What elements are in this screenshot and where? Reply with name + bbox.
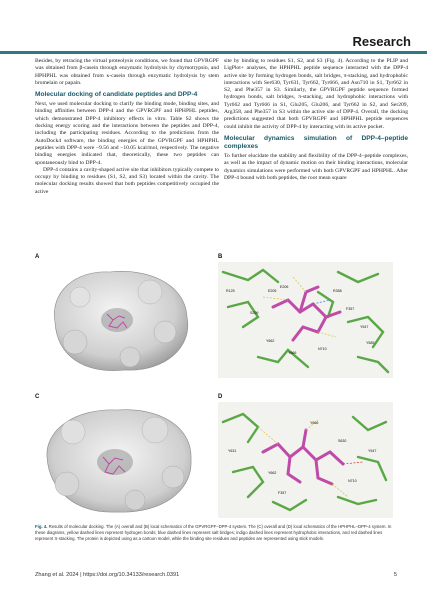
figure-caption: [35, 524, 393, 542]
panel-label-c: C: [35, 394, 40, 400]
journal-section-title: Research: [352, 34, 411, 49]
binding-site-detail-hphphl: [218, 402, 393, 518]
residue-label: F357: [346, 307, 355, 311]
header-rule: [0, 51, 427, 54]
residue-label: Y666: [288, 351, 297, 355]
panel-label-b: B: [218, 254, 223, 260]
binding-site-detail-gpvrgpf: [218, 262, 393, 378]
residue-label: Y631: [228, 449, 237, 453]
residue-label: R358: [333, 289, 342, 293]
caption-text: Results of molecular docking. The (A) overall and (B) local schematics of the GPVRGPF–DPP-4 system. The (C) overall and (D) local schematics of the HPHPHL–DPP-4 system. In these diagrams, yellow dashed lines represent hydrogen bonds; blue dashed lines represent salt bridges; indigo dashed lines represent hydrophobic interactions, and red dashed lines represent π-stacking. The protein is depicted using as a cartoon model, while the binding site residues and peptides are represented using stick models.: [35, 524, 392, 541]
panel-label-d: D: [218, 394, 223, 400]
figure-4: [35, 254, 393, 522]
residue-label: F357: [278, 491, 287, 495]
residue-label: E206: [280, 285, 289, 289]
caption-title: Fig. 4.: [35, 524, 48, 529]
section-heading: Molecular dynamics simulation of DPP-4–peptide complexes: [224, 134, 408, 150]
panel-label-a: A: [35, 254, 40, 260]
paragraph: Next, we used molecular docking to clarify the binding mode, binding sites, and binding affinities between DPP-4 and the GPVRGPF and HPHPHL peptides, which demonstrated DPP-4 inhibitory effects in vitro. Table S2 shows the docking energy scoring and the interactions between the peptides and DPP-4, including the participating residues. According to the predictions from the AutoDock4 software, the binding energies of the GPVRGPF and HPHPHL peptides with DPP-4 were −9.56 and −10.05 kcal/mol, respectively. The negative binding energies indicated that, theoretically, these two peptides can spontaneously bind to DPP-4.: [35, 101, 219, 166]
residue-label: Y547: [368, 449, 377, 453]
section-heading: Molecular docking of candidate peptides and DPP-4: [35, 91, 198, 99]
residue-label: Y666: [310, 421, 319, 425]
paragraph: site by binding to residues S1, S2, and S3 (Fig. 4). According to the PLIP and LigPlot+ analyses, the HPHPHL peptide sequence interacted with the DPP-4 active site by forming hydrogen bonds, salt bridges, π-stacking, and hydrophobic interactions with Ser630, Tyr631, Tyr662, Tyr666, and Asn710 in S1, Tyr662 in S2, and Phe357 in S3. Similarly, the GPVRGPF peptide sequence formed hydrogen bonds, salt bridges, π-stacking, and hydrophobic interactions with Tyr662 and Tyr666 in S1, Glu205, Glu206, and Tyr662 in S2, and Ser209, Arg358, and Phe357 in S3 within the active site of DPP-4. Overall, the docking predictions suggested that both GPVRGPF and HPHPHL peptide sequences could inhibit the activity of DPP-4 by interacting with its active pocket.: [224, 58, 408, 130]
left-column: [35, 58, 219, 196]
residue-label: N710: [318, 347, 327, 351]
paragraph: To further elucidate the stability and flexibility of the DPP-4–peptide complexes, as well as the impact of dynamic motion on their binding interactions, molecular dynamics simulations were performed with both GPVRGPF and HPHPHL. After DPP-4 bound with both peptides, the root mean square: [224, 152, 408, 181]
page-number: 5: [393, 572, 397, 578]
residue-label: Y585: [366, 341, 375, 345]
residue-label: E205: [268, 289, 277, 293]
page-header: [0, 0, 427, 50]
footer-citation[interactable]: Zhang et al. 2024 | https://doi.org/10.34133/research.0391: [35, 572, 180, 578]
protein-surface-overall-gpvrgpf: [35, 262, 200, 378]
residue-label: N710: [348, 479, 357, 483]
residue-label: S630: [338, 439, 347, 443]
residue-label: S209: [250, 311, 259, 315]
residue-label: Y662: [266, 339, 275, 343]
residue-label: Y662: [268, 471, 277, 475]
right-column: [224, 58, 408, 182]
paragraph: Besides, by retracing the virtual proteolysis conditions, we found that GPVRGPF was obtained from β-casein through enzymatic hydrolysis by chymotrypsin, and HPHPHL was obtained from κ-casein through enzymatic hydrolysis by stem bromelain or papain.: [35, 58, 219, 86]
residue-label: R125: [226, 289, 235, 293]
paragraph: DPP-4 contains a cavity-shaped active site that inhibitors typically compete to occupy by binding to residues (S1, S2, and S3) located within the cavity. The molecular docking results showed that both peptides competitively occupied the active: [35, 166, 219, 195]
residue-label: Y547: [360, 325, 369, 329]
protein-surface-overall-hphphl: [35, 402, 200, 518]
